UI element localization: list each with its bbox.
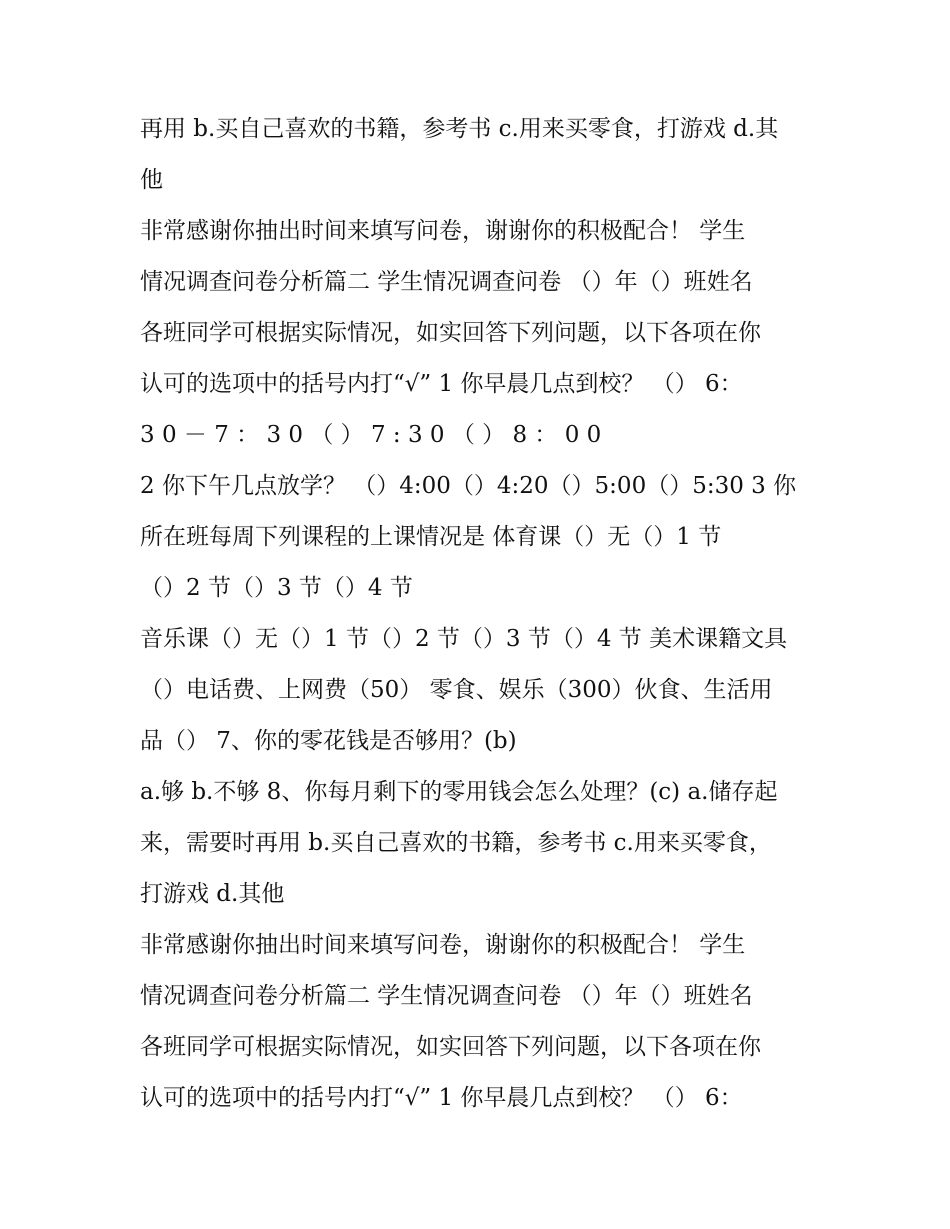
- document-body: [140, 104, 830, 1124]
- text-line: a.够 b.不够 8、你每月剩下的零用钱会怎么处理？(c) a.储存起: [140, 779, 778, 805]
- text-line: 各班同学可根据实际情况，如实回答下列问题，以下各项在你: [140, 320, 761, 346]
- text-line: 非常感谢你抽出时间来填写问卷，谢谢你的积极配合！ 学生: [140, 932, 746, 958]
- text-line: 再用 b.买自己喜欢的书籍，参考书 c.用来买零食，打游戏 d.其: [140, 116, 779, 142]
- text-line: 他: [140, 167, 163, 193]
- text-line: 3 0 － 7 ： 3 0 （ ） 7 : 3 0 （ ） 8 ： 0 0: [140, 422, 602, 448]
- text-line: 2 你下午几点放学？ （）4:00（）4:20（）5:00（）5:30 3 你: [140, 473, 797, 499]
- text-line: 情况调查问卷分析篇二 学生情况调查问卷 （）年（）班姓名: [140, 983, 753, 1009]
- text-line: 所在班每周下列课程的上课情况是 体育课（）无（）1 节: [140, 524, 722, 550]
- text-line: 情况调查问卷分析篇二 学生情况调查问卷 （）年（）班姓名: [140, 269, 753, 295]
- text-line: 打游戏 d.其他: [140, 881, 285, 907]
- text-line: 认可的选项中的括号内打“√” 1 你早晨几点到校？ （） 6：: [140, 1085, 743, 1111]
- text-line: 各班同学可根据实际情况，如实回答下列问题，以下各项在你: [140, 1034, 761, 1060]
- text-line: （）2 节（）3 节（）4 节: [140, 575, 413, 601]
- text-line: （）电话费、上网费（50） 零食、娱乐（300）伙食、生活用: [140, 677, 773, 703]
- text-line: 来，需要时再用 b.买自己喜欢的书籍，参考书 c.用来买零食，: [140, 830, 772, 856]
- text-line: 音乐课（）无（）1 节（）2 节（）3 节（）4 节 美术课籍文具: [140, 626, 788, 652]
- text-line: 品（） 7、你的零花钱是否够用？(b): [140, 728, 517, 754]
- text-line: 认可的选项中的括号内打“√” 1 你早晨几点到校？ （） 6：: [140, 371, 743, 397]
- text-line: 非常感谢你抽出时间来填写问卷，谢谢你的积极配合！ 学生: [140, 218, 746, 244]
